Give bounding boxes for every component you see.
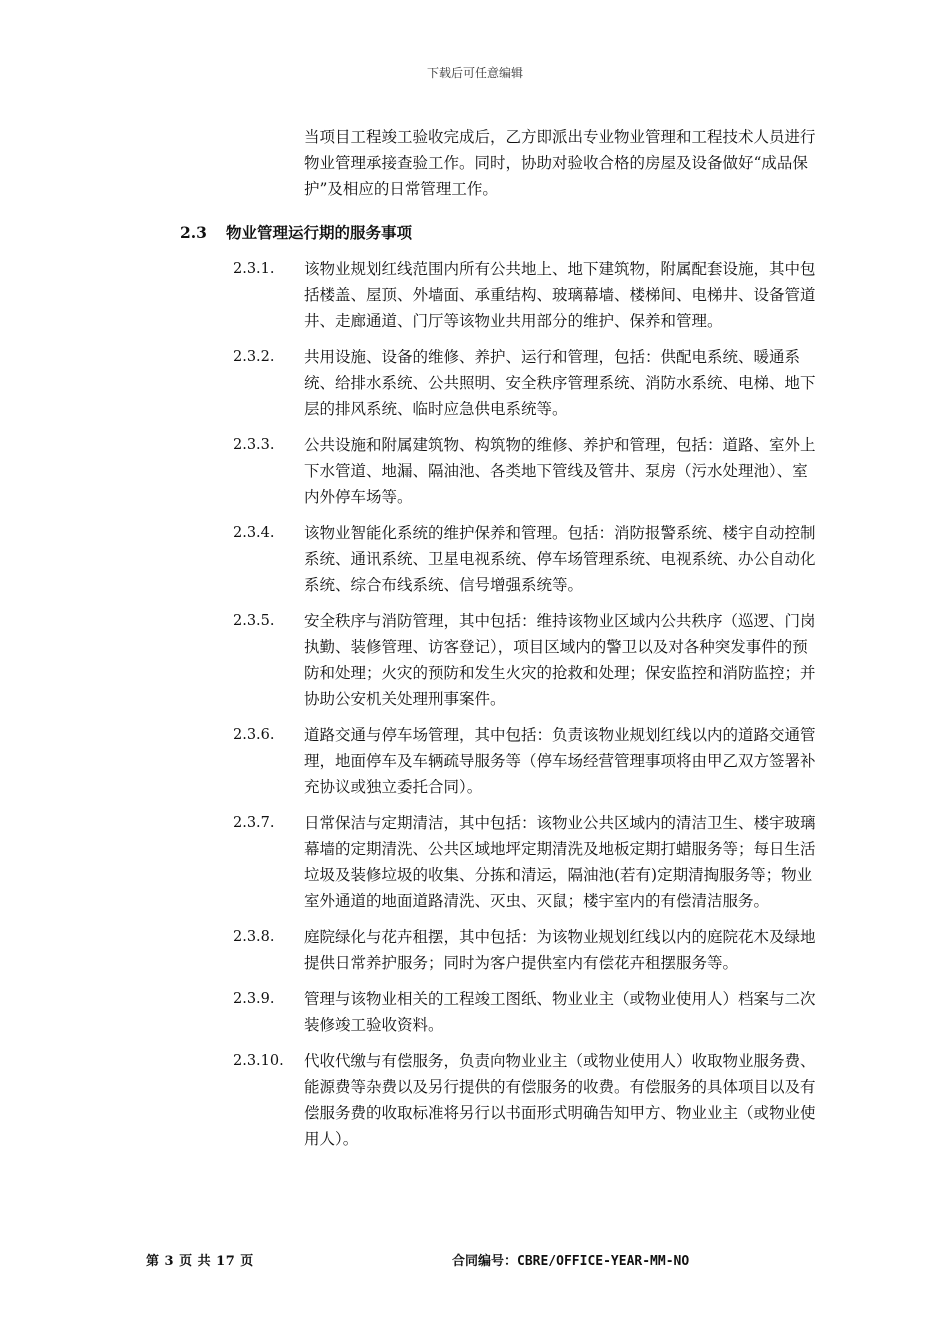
list-item xyxy=(233,722,825,800)
item-number: 2.3.10. xyxy=(233,1053,284,1069)
item-number: 2.3.3. xyxy=(233,437,275,453)
item-text: 公共设施和附属建筑物、构筑物的维修、养护和管理，包括：道路、室外上下水管道、地漏、隔油池、各类地下管线及管井、泵房（污水处理池）、室内外停车场等。 xyxy=(304,436,816,506)
item-text: 庭院绿化与花卉租摆，其中包括：为该物业规划红线以内的庭院花木及绿地提供日常养护服务；同时为客户提供室内有偿花卉租摆服务等。 xyxy=(304,928,816,972)
item-text: 该物业规划红线范围内所有公共地上、地下建筑物，附属配套设施，其中包括楼盖、屋顶、外墙面、承重结构、玻璃幕墙、楼梯间、电梯井、设备管道井、走廊通道、门厅等该物业共用部分的维护、保养和管理。 xyxy=(304,260,816,330)
page-header-note: 下载后可任意编辑 xyxy=(426,66,523,80)
item-number: 2.3.9. xyxy=(233,991,275,1007)
item-number: 2.3.4. xyxy=(233,525,275,541)
item-text: 该物业智能化系统的维护保养和管理。包括：消防报警系统、楼宇自动控制系统、通讯系统、卫星电视系统、停车场管理系统、电视系统、办公自动化系统、综合布线系统、信号增强系统等。 xyxy=(304,524,816,594)
item-number: 2.3.8. xyxy=(233,929,275,945)
list-item xyxy=(233,608,825,712)
item-number: 2.3.5. xyxy=(233,613,275,629)
section-heading xyxy=(180,220,412,246)
contract-number: 合同编号：CBRE/OFFICE-YEAR-MM-NO xyxy=(452,1254,690,1269)
service-item-list xyxy=(233,256,825,1162)
list-item xyxy=(233,810,825,914)
item-number: 2.3.1. xyxy=(233,261,275,277)
section-title: 物业管理运行期的服务事项 xyxy=(226,223,413,242)
item-text: 日常保洁与定期清洁，其中包括：该物业公共区域内的清洁卫生、楼宇玻璃幕墙的定期清洗、公共区域地坪定期清洗及地板定期打蜡服务等；每日生活垃圾及装修垃圾的收集、分拣和清运，隔油池(若有)定期清掏服务等；物业室外通道的地面道路清洗、灭虫、灭鼠；楼宇室内的有偿清洁服务。 xyxy=(304,814,816,910)
list-item xyxy=(233,986,825,1038)
item-text: 道路交通与停车场管理，其中包括：负责该物业规划红线以内的道路交通管理，地面停车及车辆疏导服务等（停车场经营管理事项将由甲乙双方签署补充协议或独立委托合同）。 xyxy=(304,726,816,796)
item-text: 代收代缴与有偿服务，负责向物业业主（或物业使用人）收取物业服务费、能源费等杂费以及另行提供的有偿服务的收费。有偿服务的具体项目以及有偿服务费的收取标准将另行以书面形式明确告知甲方、物业业主（或物业使用人）。 xyxy=(304,1052,816,1148)
item-text: 共用设施、设备的维修、养护、运行和管理，包括：供配电系统、暖通系统、给排水系统、公共照明、安全秩序管理系统、消防水系统、电梯、地下层的排风系统、临时应急供电系统等。 xyxy=(304,348,816,418)
page-number: 第 3 页 共 17 页 xyxy=(146,1254,254,1269)
item-number: 2.3.7. xyxy=(233,815,275,831)
list-item xyxy=(233,256,825,334)
section-number: 2.3 xyxy=(180,223,207,242)
item-number: 2.3.6. xyxy=(233,727,275,743)
list-item xyxy=(233,344,825,422)
intro-paragraph: 当项目工程竣工验收完成后，乙方即派出专业物业管理和工程技术人员进行物业管理承接查验工作。同时，协助对验收合格的房屋及设备做好“成品保护”及相应的日常管理工作。 xyxy=(304,128,816,198)
item-text: 管理与该物业相关的工程竣工图纸、物业业主（或物业使用人）档案与二次装修竣工验收资料。 xyxy=(304,990,816,1034)
list-item xyxy=(233,924,825,976)
list-item xyxy=(233,520,825,598)
list-item xyxy=(233,432,825,510)
item-number: 2.3.2. xyxy=(233,349,275,365)
item-text: 安全秩序与消防管理，其中包括：维持该物业区域内公共秩序（巡逻、门岗执勤、装修管理、访客登记），项目区域内的警卫以及对各种突发事件的预防和处理；火灾的预防和发生火灾的抢救和处理；保安监控和消防监控；并协助公安机关处理刑事案件。 xyxy=(304,612,816,708)
list-item xyxy=(233,1048,825,1152)
